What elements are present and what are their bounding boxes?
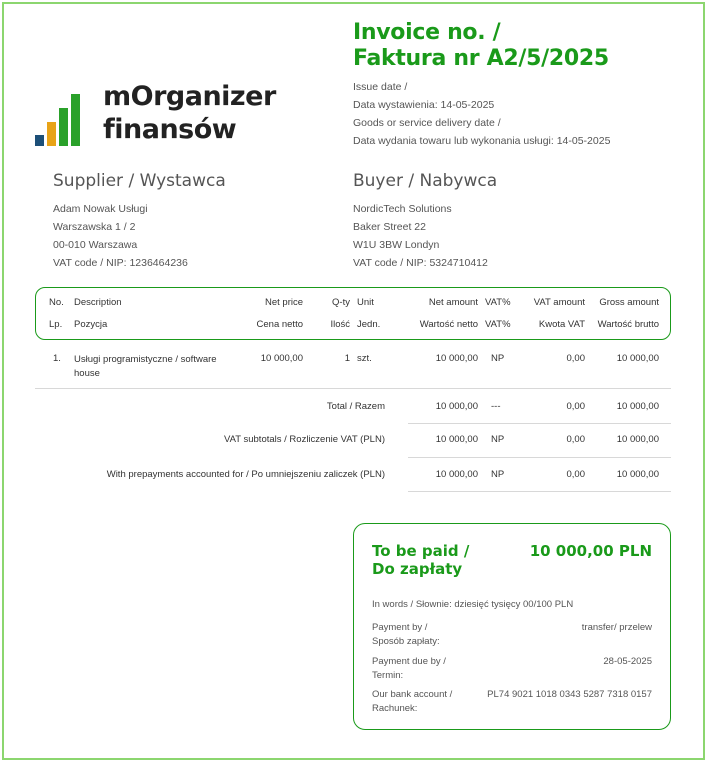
prepayments-vat: 0,00 xyxy=(566,469,585,480)
row-net-amount: 10 000,00 xyxy=(435,353,478,364)
buyer-street: Baker Street 22 xyxy=(353,221,426,233)
logo-bar xyxy=(71,94,80,146)
delivery-date-label: Goods or service delivery date / xyxy=(353,117,501,129)
issue-date-label: Issue date / xyxy=(353,81,408,93)
total-label: Total / Razem xyxy=(326,401,385,412)
amount-due: 10 000,00 PLN xyxy=(529,542,652,560)
to-be-paid-line1: To be paid / xyxy=(372,542,470,560)
row-desc-line2: house xyxy=(74,368,100,379)
logo-text-line1: mOrganizer xyxy=(103,81,276,112)
buyer-block xyxy=(353,171,497,272)
header-net-amount-pl: Wartość netto xyxy=(419,319,478,330)
invoice-title-line1: Invoice no. / xyxy=(353,20,501,45)
payment-due-value: 28-05-2025 xyxy=(603,656,652,667)
bank-account-label xyxy=(372,688,452,716)
bank-account-value: PL74 9021 1018 0343 5287 7318 0157 xyxy=(487,689,652,700)
header-no: No. xyxy=(49,297,64,308)
supplier-name: Adam Nowak Usługi xyxy=(53,203,148,215)
issue-date: Data wystawienia: 14-05-2025 xyxy=(353,99,495,111)
logo-bar xyxy=(47,122,56,146)
logo-text xyxy=(103,80,276,146)
prepayments-net: 10 000,00 xyxy=(435,469,478,480)
vat-subtotal-net: 10 000,00 xyxy=(435,434,478,445)
invoice-dates xyxy=(353,78,610,150)
payment-method-label xyxy=(372,621,440,649)
logo xyxy=(35,80,285,146)
row-vat-amount: 0,00 xyxy=(566,353,585,364)
payment-method-label-pl: Sposób zapłaty: xyxy=(372,636,440,647)
to-be-paid-line2: Do zapłaty xyxy=(372,560,463,578)
payment-method-label-en: Payment by / xyxy=(372,622,428,633)
vat-subtotal-pct: NP xyxy=(491,434,505,445)
bank-account-label-en: Our bank account / xyxy=(372,689,453,700)
to-be-paid-title xyxy=(372,542,469,578)
logo-bar xyxy=(35,135,44,146)
buyer-vat: VAT code / NIP: 5324710412 xyxy=(353,257,488,269)
header-unit: Unit xyxy=(357,297,374,308)
payment-due-label-pl: Termin: xyxy=(372,670,404,681)
header-qty: Q-ty xyxy=(332,297,350,308)
header-desc-pl: Pozycja xyxy=(74,319,108,330)
buyer-name: NordicTech Solutions xyxy=(353,203,452,215)
row-qty: 1 xyxy=(344,353,350,364)
total-gross: 10 000,00 xyxy=(616,401,659,412)
total-vat-pct: --- xyxy=(491,401,501,412)
vat-subtotal-vat: 0,00 xyxy=(566,434,585,445)
logo-text-line2: finansów xyxy=(103,114,237,145)
vat-subtotal-gross: 10 000,00 xyxy=(616,434,659,445)
row-vat-pct: NP xyxy=(491,353,505,364)
supplier-street: Warszawska 1 / 2 xyxy=(53,221,136,233)
payment-due-label-en: Payment due by / xyxy=(372,656,446,667)
row-gross: 10 000,00 xyxy=(616,353,659,364)
header-vat-pct: VAT% xyxy=(485,297,511,308)
payment-due-label xyxy=(372,655,446,683)
supplier-vat: VAT code / NIP: 1236464236 xyxy=(53,257,188,269)
row-desc xyxy=(74,353,217,381)
row-no: 1. xyxy=(53,353,61,364)
header-unit-pl: Jedn. xyxy=(357,319,381,330)
vat-subtotal-label: VAT subtotals / Rozliczenie VAT (PLN) xyxy=(223,434,385,445)
header-gross: Gross amount xyxy=(599,297,659,308)
supplier-city: 00-010 Warszawa xyxy=(53,239,138,251)
supplier-heading: Supplier / Wystawca xyxy=(53,171,226,191)
prepayments-gross: 10 000,00 xyxy=(616,469,659,480)
logo-bar xyxy=(59,108,68,146)
buyer-heading: Buyer / Nabywca xyxy=(353,171,498,191)
header-gross-pl: Wartość brutto xyxy=(597,319,659,330)
header-qty-pl: Ilość xyxy=(330,319,350,330)
buyer-city: W1U 3BW Londyn xyxy=(353,239,440,251)
header-no-pl: Lp. xyxy=(49,319,63,330)
totals-divider xyxy=(408,423,671,424)
header-desc: Description xyxy=(74,297,122,308)
prepayments-label: With prepayments accounted for / Po umniejszeniu zaliczek (PLN) xyxy=(106,469,385,480)
bank-account-label-pl: Rachunek: xyxy=(372,703,418,714)
invoice-title-line2: Faktura nr A2/5/2025 xyxy=(353,46,609,71)
header-vat-amount: VAT amount xyxy=(533,297,585,308)
vat-subtotal-divider xyxy=(408,457,671,458)
header-vat-amount-pl: Kwota VAT xyxy=(538,319,585,330)
total-vat: 0,00 xyxy=(566,401,585,412)
items-table-header xyxy=(35,287,671,340)
invoice-title xyxy=(353,20,609,72)
prepayments-pct: NP xyxy=(491,469,505,480)
delivery-date: Data wydania towaru lub wykonania usługi: 14-05-2025 xyxy=(353,135,611,147)
header-vat-pct-pl: VAT% xyxy=(485,319,511,330)
row-unit: szt. xyxy=(357,353,372,364)
amount-in-words: In words / Słownie: dziesięć tysięcy 00/100 PLN xyxy=(372,599,574,610)
supplier-block xyxy=(53,171,226,272)
header-net-price: Net price xyxy=(264,297,303,308)
prepayments-divider xyxy=(408,491,671,492)
total-net: 10 000,00 xyxy=(435,401,478,412)
payment-box xyxy=(353,523,671,730)
header-net-price-pl: Cena netto xyxy=(256,319,303,330)
row-net-price: 10 000,00 xyxy=(260,353,303,364)
row-desc-line1: Usługi programistyczne / software xyxy=(74,354,217,365)
payment-method-value: transfer/ przelew xyxy=(581,622,652,633)
header-net-amount: Net amount xyxy=(428,297,478,308)
row-divider xyxy=(35,388,671,389)
